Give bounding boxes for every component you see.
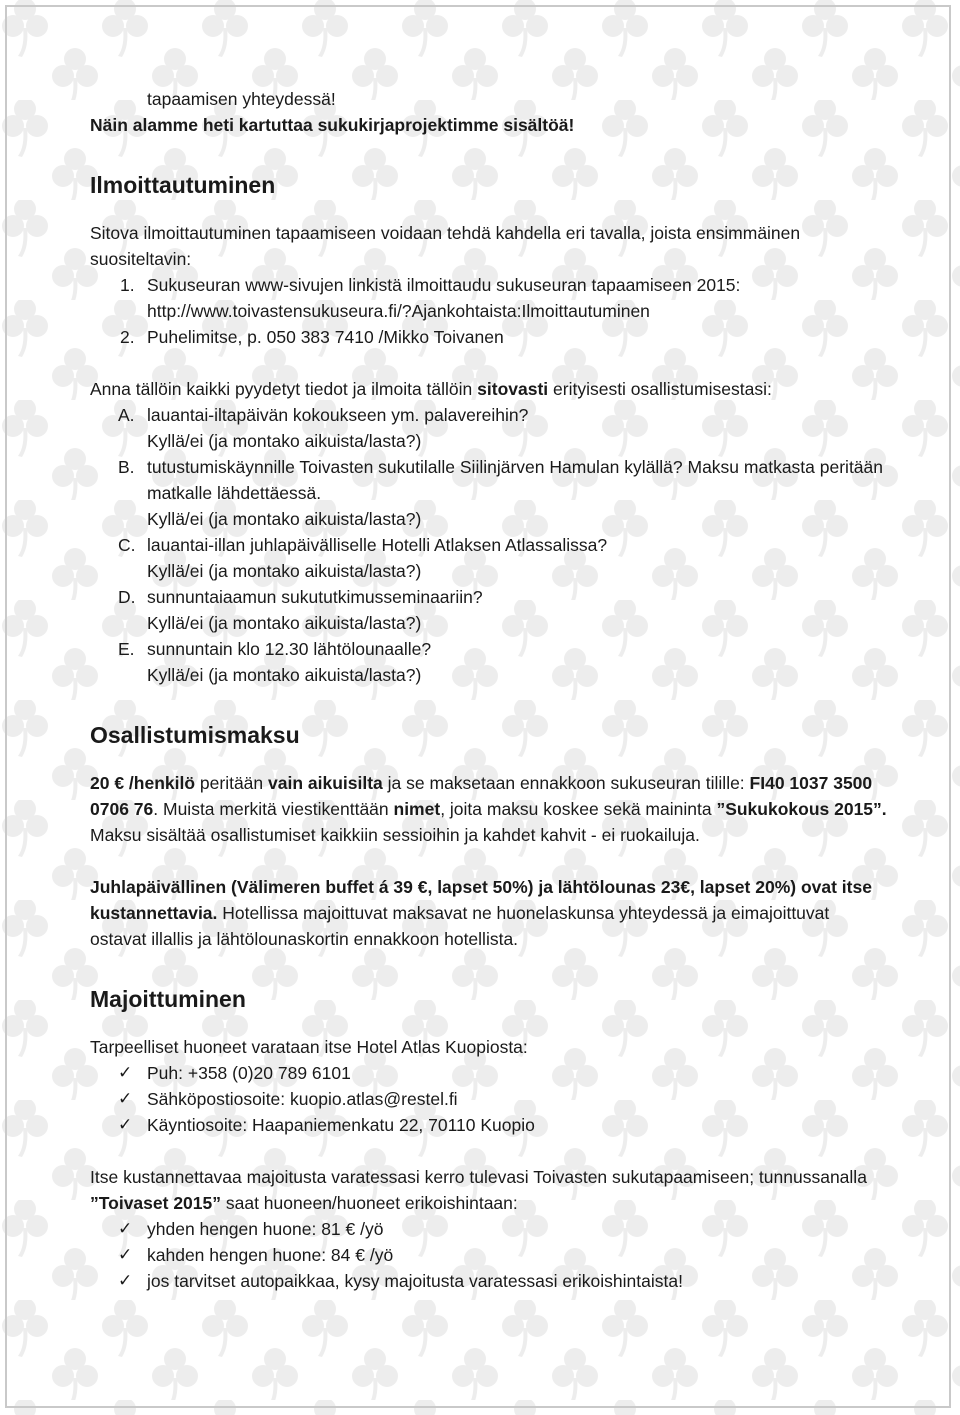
parking-note: ✓ jos tarvitset autopaikkaa, kysy majoitusta varatessasi erikoishintaista! [90, 1268, 890, 1294]
event-item-b: B. tutustumiskäynnille Toivasten sukutilalle Siilinjärven Hamulan kylällä? Maksu matkasta peritään matkalle lähdettäessä. Kyllä/ei (ja montako aikuista/lasta?) [118, 457, 883, 529]
check-icon: ✓ [118, 1115, 133, 1135]
event-item-e: E. sunnuntain klo 12.30 lähtölounaalle? Kyllä/ei (ja montako aikuista/lasta?) [118, 639, 432, 685]
event-item-d: D. sunnuntaiaamun sukututkimusseminaariin? Kyllä/ei (ja montako aikuista/lasta?) [118, 587, 483, 633]
registration-method-1: 1. Sukuseuran www-sivujen linkistä ilmoittaudu sukuseuran tapaamiseen 2015: http://www.toivastensukuseura.fi/?Ajankohtaista:Ilmoittautuminen [120, 275, 741, 321]
registration-lead: Sitova ilmoittautuminen tapaamiseen voidaan tehdä kahdella eri tavalla, joista ensimmäinen suositeltavin: [90, 223, 801, 269]
hotel-contact-email: ✓ Sähköpostiosoite: kuopio.atlas@restel.fi [90, 1086, 890, 1112]
section-heading-registration: Ilmoittautuminen [90, 172, 276, 198]
registration-method-2: 2. Puhelimitse, p. 050 383 7410 /Mikko Toivanen [120, 327, 504, 347]
section-heading-lodging: Majoittuminen [90, 986, 246, 1012]
check-icon: ✓ [118, 1063, 133, 1083]
section-heading-fee: Osallistumismaksu [90, 722, 300, 748]
fee-paragraph: 20 € /henkilö peritään vain aikuisilta ja se maksetaan ennakkoon sukuseuran tilille: FI40 1037 3500 0706 76. Muista merkitä viestikenttään nimet, joita maksu koskee sekä maininta ”Sukukokous 2015”. Maksu sisältää osallistumiset kaikkiin sessioihin ja kahdet kahvit - ei ruokailuja. [90, 773, 887, 845]
check-icon: ✓ [118, 1245, 133, 1265]
room-price-double: ✓ kahden hengen huone: 84 € /yö [90, 1242, 890, 1268]
check-icon: ✓ [118, 1219, 133, 1239]
bank-account: FI40 1037 3500 0706 76 [90, 773, 873, 819]
hotel-contact-address: ✓ Käyntiosoite: Haapaniemenkatu 22, 70110 Kuopio [90, 1112, 890, 1138]
room-price-list [90, 1216, 890, 1294]
lodging-lead: Tarpeelliset huoneet varataan itse Hotel Atlas Kuopiosta: [90, 1037, 528, 1057]
registration-ask: Anna tällöin kaikki pyydetyt tiedot ja ilmoita tällöin sitovasti erityisesti osallistumisestasi: [90, 379, 772, 399]
check-icon: ✓ [118, 1089, 133, 1109]
dinner-paragraph: Juhlapäivällinen (Välimeren buffet á 39 €, lapset 50%) ja lähtölounas 23€, lapset 20%) ovat itse kustannettavia. Hotellissa majoittuvat maksavat ne huonelaskunsa yhteydessä ja eimajoittuvat ostavat illallis ja lähtölounaskortin ennakkoon hotellista. [90, 877, 872, 949]
document-page [90, 86, 890, 1294]
event-item-a: A. lauantai-iltapäivän kokoukseen ym. palavereihin? Kyllä/ei (ja montako aikuista/lasta?) [118, 405, 529, 451]
check-icon: ✓ [118, 1271, 133, 1291]
intro-line-2: Näin alamme heti kartuttaa sukukirjaprojektimme sisältöä! [90, 115, 575, 135]
room-price-single: ✓ yhden hengen huone: 81 € /yö [90, 1216, 890, 1242]
lodging-paragraph: Itse kustannettavaa majoitusta varatessasi kerro tulevasi Toivasten sukutapaamiseen; tunnussanalla ”Toivaset 2015” saat huoneen/huoneet erikoishintaan: [90, 1167, 867, 1213]
hotel-contact-phone: ✓ Puh: +358 (0)20 789 6101 [90, 1060, 890, 1086]
intro-line-1: tapaamisen yhteydessä! [147, 89, 336, 109]
hotel-contact-list [90, 1060, 890, 1138]
event-item-c: C. lauantai-illan juhlapäivälliselle Hotelli Atlaksen Atlassalissa? Kyllä/ei (ja montako aikuista/lasta?) [118, 535, 608, 581]
registration-methods-list [90, 272, 890, 350]
registration-link[interactable]: http://www.toivastensukuseura.fi/?Ajankohtaista:Ilmoittautuminen [147, 301, 650, 321]
event-list [90, 402, 890, 688]
